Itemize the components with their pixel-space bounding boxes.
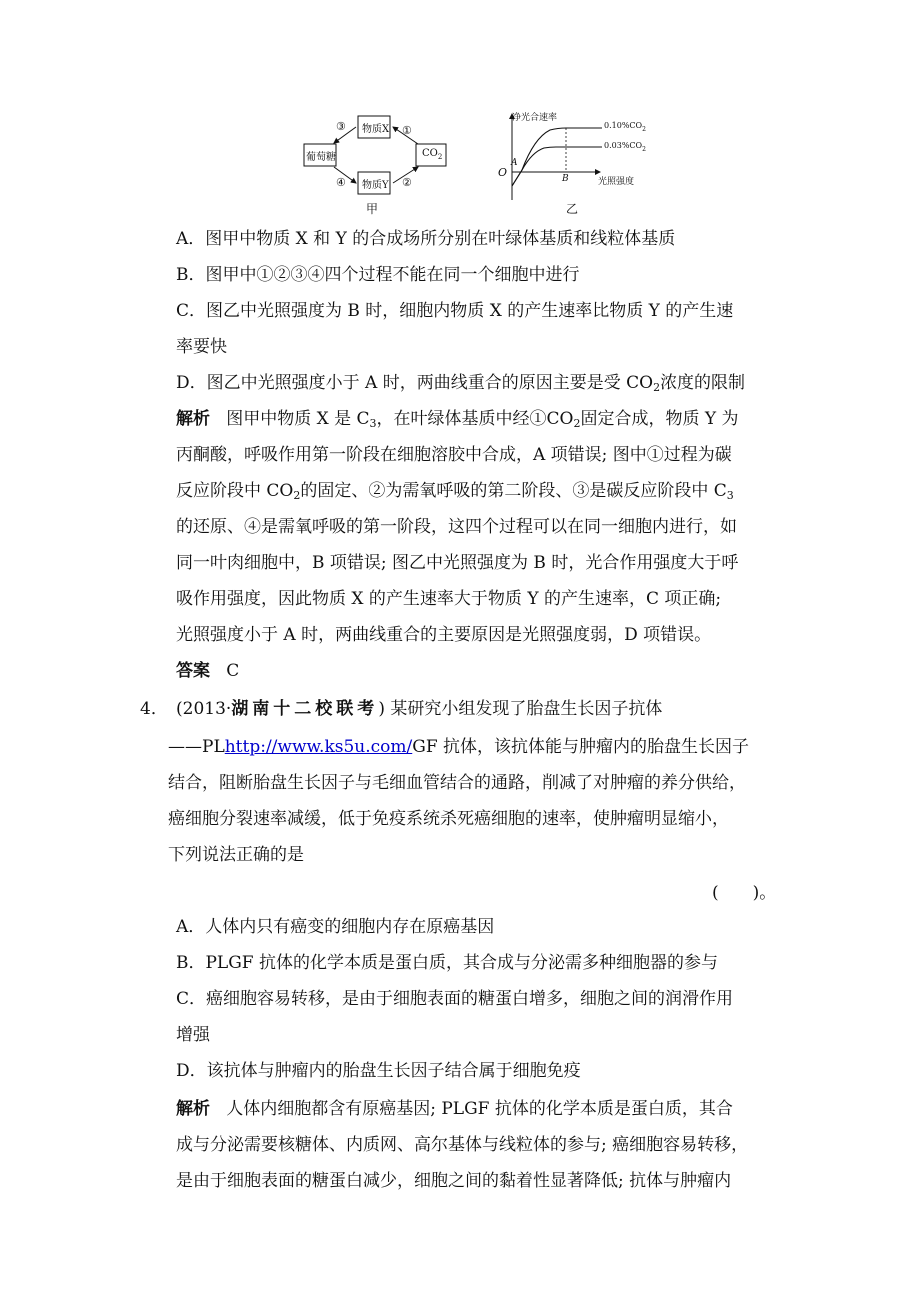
q3-analysis-label: 解析 [176,409,210,429]
label-step4: ④ [336,176,346,189]
q4-option-b: B．PLGF 抗体的化学本质是蛋白质，其合成与分泌需多种细胞器的参与 [176,953,718,973]
figure-jia [296,108,456,218]
q4-stem-line-4: 癌细胞分裂速率减缓，低于免疫系统杀死癌细胞的速率，使肿瘤明显缩小， [168,809,729,829]
q3-option-c-1: C．图乙中光照强度为 B 时，细胞内物质 X 的产生速率比物质 Y 的产生速 [176,301,734,321]
q3-option-d: D．图乙中光照强度小于 A 时，两曲线重合的原因主要是受 $CO_2$浓度的限制 [176,373,746,394]
yi-ylabel: 净光合速率 [512,113,558,123]
q3-answer-value: C [226,661,240,681]
label-co2: $CO_2$ [422,148,443,161]
figure-yi [494,108,664,218]
curve-low-co2 [512,147,602,186]
q3-analysis-line-3: 反应阶段中 $CO_2$的固定、②为需氧呼吸的第二阶段、③是碳反应阶段中 $C_3$ [176,481,734,502]
ks5u-link[interactable]: http://www.ks5u.com/ [224,737,413,757]
q4-stem-line-3: 结合，阻断胎盘生长因子与毛细血管结合的通路，削减了对肿瘤的养分供给， [168,773,746,793]
q4-analysis-label: 解析 [176,1099,210,1119]
q3-analysis-line-2: 丙酮酸，呼吸作用第一阶段在细胞溶胶中合成，A 项错误; 图中①过程为碳 [176,445,732,465]
q4-stem-line-2: ——PLhttp://www.ks5u.com/GF 抗体，该抗体能与肿瘤内的胎盘生长因子 [168,737,750,757]
yi-xlabel: 光照强度 [598,177,635,187]
yi-legend-high: $0.10\%CO_2$ [604,121,646,133]
q3-analysis-line-5: 同一叶肉细胞中，B 项错误; 图乙中光照强度为 B 时，光合作用强度大于呼 [176,553,739,573]
yi-point-a: A [511,158,518,168]
label-glucose: 葡萄糖 [306,152,336,163]
q4-analysis-line-2: 成与分泌需要核糖体、内质网、高尔基体与线粒体的参与; 癌细胞容易转移， [176,1135,749,1155]
curve-high-co2 [512,128,602,186]
caption-yi: 乙 [566,202,579,216]
q4-number: 4． [140,699,168,719]
q4-stem-line-1: (2013·湖南十二校联考) 某研究小组发现了胎盘生长因子抗体 [176,699,663,719]
label-substance-y: 物质Y [362,180,389,191]
label-step2: ② [402,176,412,189]
q3-option-a: A．图甲中物质 X 和 Y 的合成场所分别在叶绿体基质和线粒体基质 [176,229,676,249]
label-step1: ① [402,124,412,137]
yi-legend-low: $0.03\%CO_2$ [604,141,646,153]
q3-analysis-line-1: 解析 图甲中物质 X 是 $C_3$，在叶绿体基质中经$①CO_2$固定合成，物质 Y 为 [176,409,739,430]
q3-answer [176,660,239,682]
q3-answer-label: 答案 [176,661,210,681]
yi-point-b: B [562,174,569,184]
q4-option-d: D．该抗体与肿瘤内的胎盘生长因子结合属于细胞免疫 [176,1061,581,1081]
q4-option-c-2: 增强 [176,1025,210,1045]
q4-option-a: A．人体内只有癌变的细胞内存在原癌基因 [176,917,495,937]
q4-source: 湖南十二校联考 [231,699,379,719]
yi-origin: O [498,166,508,179]
q3-analysis-line-4: 的还原、④是需氧呼吸的第一阶段，这四个过程可以在同一细胞内进行，如 [176,517,737,537]
caption-jia: 甲 [366,202,379,216]
q3-option-c-2: 率要快 [176,337,227,357]
q4-stem-line-5: 下列说法正确的是 [168,845,304,865]
q3-analysis-line-6: 吸作用强度，因此物质 X 的产生速率大于物质 Y 的产生速率，C 项正确; [176,589,722,609]
label-substance-x: 物质X [362,124,390,135]
q3-option-b: B．图甲中①②③④四个过程不能在同一个细胞中进行 [176,265,580,285]
label-step3: ③ [336,120,346,133]
q4-answer-blank: ( )。 [712,883,777,903]
q4-analysis-line-3: 是由于细胞表面的糖蛋白减少，细胞之间的黏着性显著降低; 抗体与肿瘤内 [176,1171,732,1191]
q4-analysis-line-1: 解析 人体内细胞都含有原癌基因; PLGF 抗体的化学本质是蛋白质，其合 [176,1099,733,1119]
q4-option-c-1: C．癌细胞容易转移，是由于细胞表面的糖蛋白增多，细胞之间的润滑作用 [176,989,734,1009]
q3-analysis-line-7: 光照强度小于 A 时，两曲线重合的主要原因是光照强度弱，D 项错误。 [176,625,712,645]
